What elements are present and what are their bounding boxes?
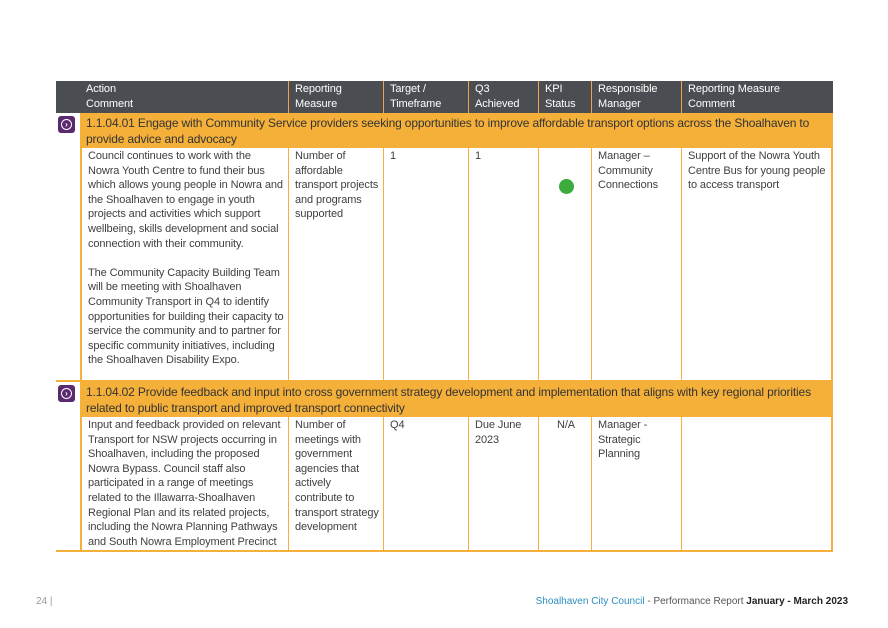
kpi-status-cell [539, 148, 592, 380]
action-row [56, 113, 833, 148]
table-row [56, 417, 833, 552]
header-action-comment: Action Comment [80, 81, 289, 113]
table-header [56, 81, 833, 113]
header-spacer [56, 81, 80, 113]
reporting-measure: Number of affordable transport projects and programs supported [289, 148, 384, 380]
header-reporting-measure-comment: Reporting Measure Comment [688, 83, 780, 110]
reporting-measure-comment: Support of the Nowra Youth Centre Bus for young people to access transport [682, 148, 833, 380]
header-target-timeframe: Target / Timeframe [384, 81, 469, 113]
action-row [56, 382, 833, 417]
row-spacer [56, 417, 80, 550]
action-title: 1.1.04.01 Engage with Community Service providers seeking opportunities to improve affordable transport options across the Shoalhaven to provide advice and advocacy [86, 116, 810, 146]
responsible-manager: Manager - Strategic Planning [592, 417, 682, 550]
action-icon-cell [56, 382, 80, 417]
performance-table [56, 81, 833, 552]
footer-report-text: - Performance Report [644, 596, 747, 607]
kpi-status: N/A [539, 417, 592, 550]
q3-achieved: Due June 2023 [469, 417, 539, 550]
target-timeframe: Q4 [384, 417, 469, 550]
footer-title [536, 596, 848, 607]
chevron-right-circle-icon[interactable]: › [58, 116, 75, 133]
q3-achieved: 1 [469, 148, 539, 380]
action-icon-cell [56, 113, 80, 148]
header-kpi-status: KPI Status [539, 81, 592, 113]
footer-period: January - March 2023 [746, 596, 848, 607]
header-reporting-measure: Reporting Measure [289, 81, 384, 113]
header-q3-achieved: Q3 Achieved [469, 81, 539, 113]
reporting-measure-comment [682, 417, 833, 550]
chevron-right-circle-icon[interactable]: › [58, 385, 75, 402]
responsible-manager: Manager – Community Connections [592, 148, 682, 380]
header-responsible-manager: Responsible Manager [592, 81, 682, 113]
row-spacer [56, 148, 80, 380]
target-timeframe: 1 [384, 148, 469, 380]
reporting-measure: Number of meetings with government agencies that actively contribute to transport strategy development [289, 417, 384, 550]
action-title: 1.1.04.02 Provide feedback and input into cross government strategy development and implementation that aligns with key regional priorities related to public transport and improved transport connectivity [86, 385, 811, 415]
page-number: 24 | [36, 596, 53, 607]
footer-organisation: Shoalhaven City Council [535, 596, 645, 607]
kpi-status-green-icon [559, 179, 574, 194]
action-comment: Input and feedback provided on relevant Transport for NSW projects occurring in Shoalhaven, including the proposed Nowra Bypass. Council staff also participated in a range of meetings related to the Illawarra-Shoalhaven Regional Plan and its related projects, including the Nowra Planning Pathways and South Nowra Employment Precinct [80, 417, 289, 550]
table-row [56, 148, 833, 382]
action-comment: Council continues to work with the Nowra Youth Centre to fund their bus which allows young people in Nowra and the Shoalhaven to engage in youth projects and activities which support wellbeing, skills development and social connection with their community. The Community Capacity Building Team will be meeting with Shoalhaven Community Transport in Q4 to identify opportunities for building their capacity to service the community and to partner for specific community initiatives, including the Shoalhaven Disability Expo. [80, 148, 289, 380]
